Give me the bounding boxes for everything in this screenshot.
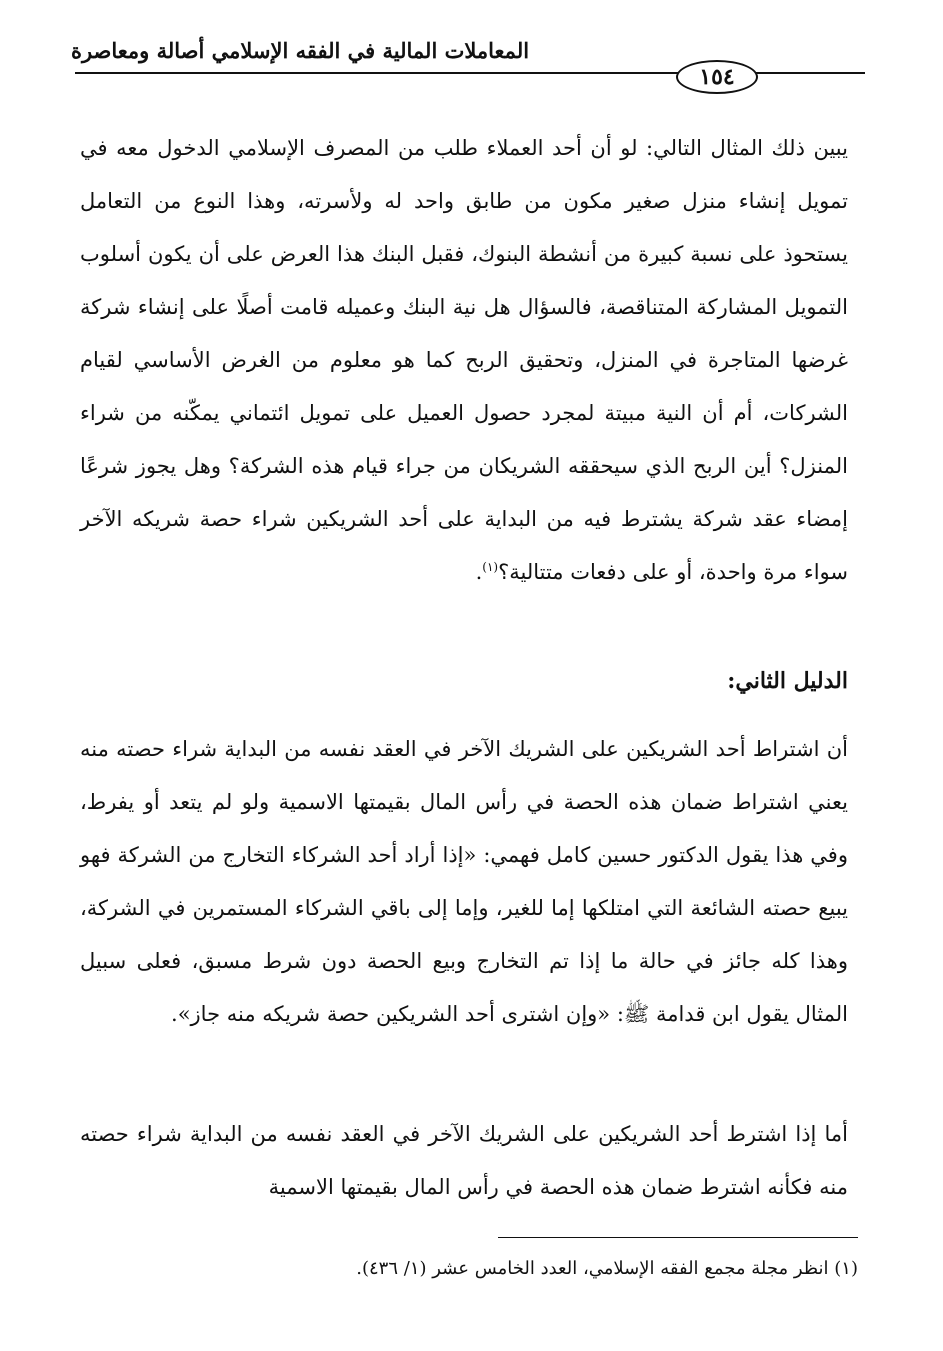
footnote-rule: [498, 1237, 858, 1238]
footnote-reference[interactable]: (١): [482, 560, 499, 574]
paragraph-1-text: يبين ذلك المثال التالي: لو أن أحد العملاء طلب من المصرف الإسلامي الدخول معه في تمويل إنشاء منزل صغير مكون من طابق واحد له ولأسرته، وهذا النوع من التعامل يستحوذ على نسبة كبيرة من أنشطة البنوك، فقبل البنك هذا العرض على أن يكون أسلوب التمويل المشاركة المتناقصة، فالسؤال هل نية البنك وعميله قامت أصلًا على إنشاء شركة غرضها المتاجرة في المنزل، وتحقيق الربح كما هو معلوم من الغرض الأساسي لقيام الشركات، أم أن النية مبيتة لمجرد حصول العميل على تمويل ائتماني يمكّنه من شراء المنزل؟ أين الربح الذي سيحققه الشريكان من جراء قيام هذه الشركة؟ وهل يجوز شرعًا إمضاء عقد شركة يشترط فيه من البداية على أحد الشريكين شراء حصة شريكه الآخر سواء مرة واحدة، أو على دفعات متتالية؟: [80, 136, 848, 584]
paragraph-1-end: .: [475, 560, 483, 584]
paragraph-3: أما إذا اشترط أحد الشريكين على الشريك الآخر في العقد نفسه من البداية شراء حصته منه فكأنه اشترط ضمان هذه الحصة في رأس المال بقيمتها الاسمية: [80, 1122, 848, 1199]
section-heading: الدليل الثاني:: [727, 668, 848, 694]
running-header-title: المعاملات المالية في الفقه الإسلامي أصالة ومعاصرة: [70, 38, 530, 63]
footnote: (١) انظر مجلة مجمع الفقه الإسلامي، العدد الخامس عشر (١/ ٤٣٦).: [356, 1258, 858, 1279]
page-number: ١٥٤: [676, 60, 758, 94]
paragraph-1: [80, 122, 848, 599]
paragraph-2: أن اشتراط أحد الشريكين على الشريك الآخر في العقد نفسه من البداية شراء حصته منه يعني اشتراط ضمان هذه الحصة في رأس المال بقيمتها الاسمية ولو لم يتعد أو يفرط، وفي هذا يقول الدكتور حسين كامل فهمي: «إذا أراد أحد الشركاء التخارج من الشركة فهو يبيع حصته الشائعة التي امتلكها إما للغير، وإما إلى باقي الشركاء المستمرين في الشركة، وهذا كله جائز في حالة ما إذا تم التخارج وبيع الحصة دون شرط مسبق، فعلى سبيل المثال يقول ابن قدامة ﷺ: «وإن اشترى أحد الشريكين حصة شريكه منه جاز».: [80, 737, 848, 1026]
